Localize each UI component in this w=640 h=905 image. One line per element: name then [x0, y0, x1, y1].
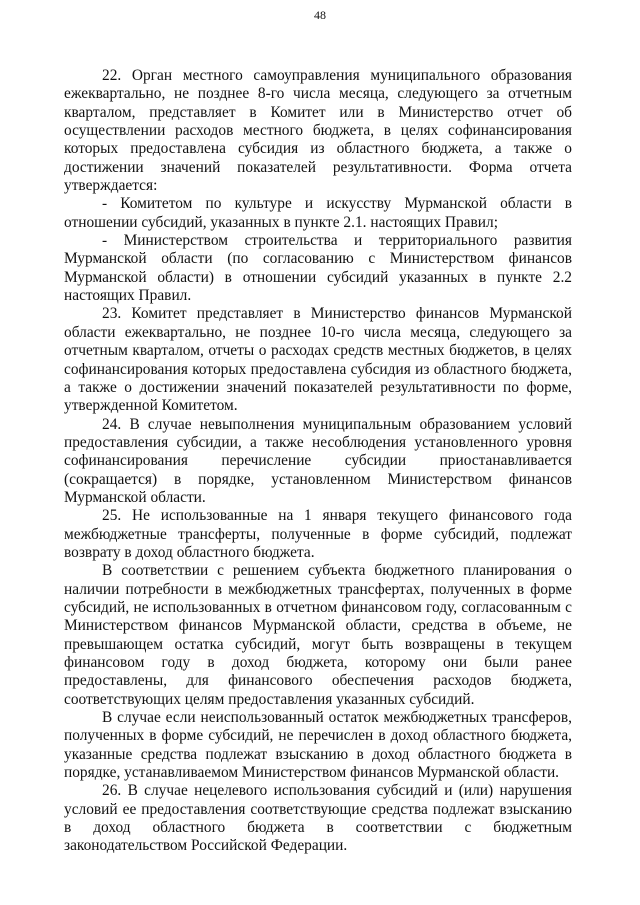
paragraph-24: 24. В случае невыполнения муниципальным образованием условий предоставления субсидии, а также несоблюдения установленного уровня софинансирования перечисление субсидии приостанавливается (сокращается) в порядке, установленном Министерством финансов Мурманской области. — [64, 415, 572, 506]
document-body — [64, 67, 572, 856]
page-number: 48 — [314, 8, 326, 22]
list-item-culture-committee: - Комитетом по культуре и искусству Мурманской области в отношении субсидий, указанных в пункте 2.1. настоящих Правил; — [64, 195, 572, 231]
paragraph-26: 26. В случае нецелевого использования субсидий и (или) нарушения условий ее предоставления соответствующие средства подлежат взысканию в доход областного бюджета в соответствии с бюджетным законодательством Российской Федерации. — [64, 782, 572, 855]
paragraph-25-recovery: В случае если неиспользованный остаток межбюджетных трансферов, полученных в форме субсидий, не перечислен в доход областного бюджета, указанные средства подлежат взысканию в доход областного бюджета в порядке, устанавливаемом Министерством финансов Мурманской области. — [64, 709, 572, 782]
paragraph-25-return-decision: В соответствии с решением субъекта бюджетного планирования о наличии потребности в межбюджетных трансфертах, полученных в форме субсидий, не использованных в отчетном финансовом году, согласованным с Министерством финансов Мурманской области, средства в объеме, не превышающем остатка субсидий, могут быть возвращены в текущем финансовом году в доход бюджета, которому они были ранее предоставлены, для финансового обеспечения расходов бюджета, соответствующих целям предоставления указанных субсидий. — [64, 562, 572, 708]
list-item-construction-ministry: - Министерством строительства и территориального развития Мурманской области (по согласованию с Министерством финансов Мурманской области) в отношении субсидий указанных в пункте 2.2 настоящих Правил. — [64, 232, 572, 305]
paragraph-23: 23. Комитет представляет в Министерство финансов Мурманской области ежеквартально, не позднее 10-го числа месяца, следующего за отчетным кварталом, отчеты о расходах средств местных бюджетов, в целях софинансирования которых предоставлена субсидия из областного бюджета, а также о достижении значений показателей результативности по форме, утвержденной Комитетом. — [64, 305, 572, 415]
paragraph-25: 25. Не использованные на 1 января текущего финансового года межбюджетные трансферты, полученные в форме субсидий, подлежат возврату в доход областного бюджета. — [64, 507, 572, 561]
paragraph-22: 22. Орган местного самоуправления муниципального образования ежеквартально, не позднее 8-го числа месяца, следующего за отчетным кварталом, представляет в Комитет или в Министерство отчет об осуществлении расходов местного бюджета, в целях софинансирования которых предоставлена субсидия из областного бюджета, а также о достижении значений показателей результативности. Форма отчета утверждается: — [64, 67, 572, 195]
